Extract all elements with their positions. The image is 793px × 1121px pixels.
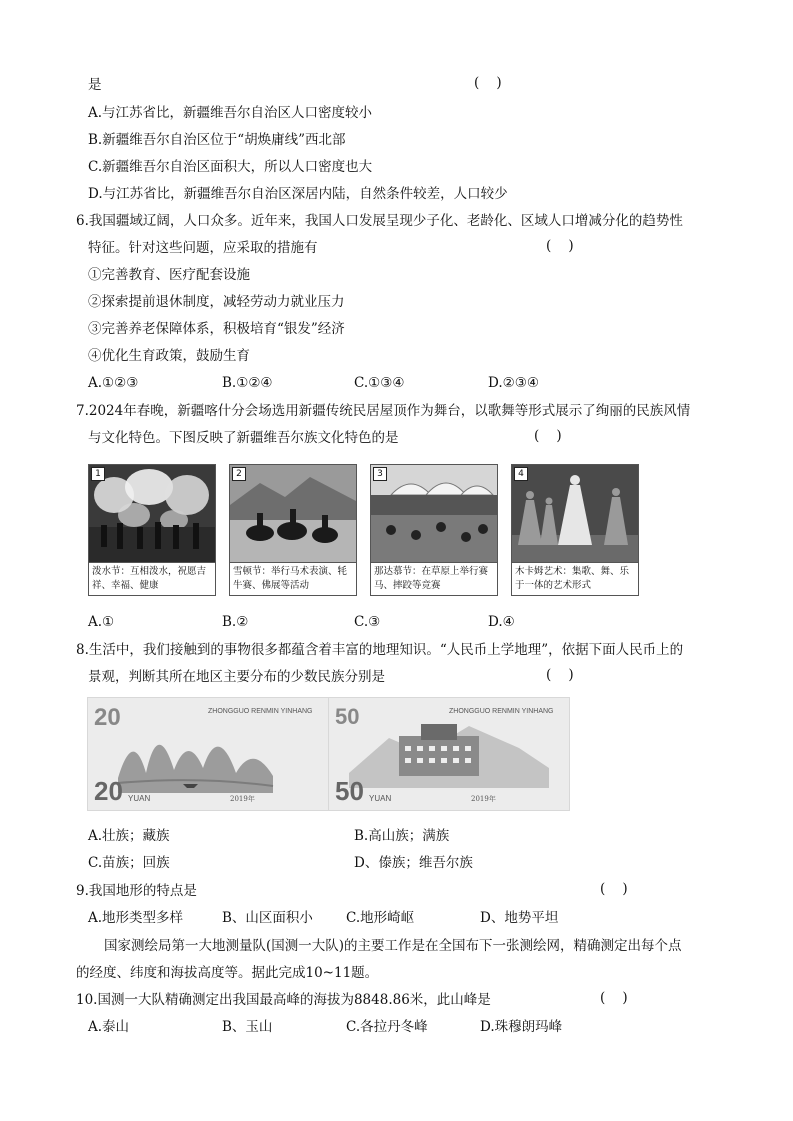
q9-option-b: B、山区面积小: [222, 910, 313, 926]
photo-caption-3: 那达慕节：在草原上举行赛马、摔跤等竞赛: [371, 562, 497, 595]
q10-option-d: D.珠穆朗玛峰: [480, 1019, 563, 1035]
q10-option-b: B、玉山: [222, 1019, 273, 1035]
q6-item-1: ①完善教育、医疗配套设施: [88, 267, 250, 283]
passage-line2: 的经度、纬度和海拔高度等。据此完成10~11题。: [76, 965, 379, 981]
photo-caption-4: 木卡姆艺术：集歌、舞、乐于一体的艺术形式: [512, 562, 638, 595]
note-50-year: 2019年: [471, 795, 496, 803]
q7-option-c: C.③: [354, 614, 381, 630]
note-20-year: 2019年: [230, 795, 255, 803]
photo-number-2: 2: [232, 467, 246, 481]
q8-stem-line1: 8.生活中，我们接触到的事物很多都蕴含着丰富的地理知识。“人民币上学地理”，依据下面人民币上的: [76, 642, 684, 658]
note-20-value-bottom: 20: [94, 776, 123, 806]
q8-option-a: A.壮族；藏族: [88, 828, 170, 844]
q10-answer-paren: ( ): [600, 990, 628, 1006]
q8-option-b: B.高山族；满族: [354, 828, 450, 844]
q6-option-d: D.②③④: [488, 375, 539, 391]
q6-option-a: A.①②③: [88, 375, 139, 391]
q8-option-d: D、傣族；维吾尔族: [354, 855, 473, 871]
q7-option-b: B.②: [222, 614, 249, 630]
photo-number-3: 3: [373, 467, 387, 481]
note-50-bank-title: ZHONGGUO RENMIN YINHANG: [449, 708, 554, 715]
q6-stem-line1: 6.我国疆域辽阔，人口众多。近年来，我国人口发展呈现少子化、老龄化、区域人口增减分化的趋势性: [76, 213, 683, 229]
photo-muqam-art: [511, 464, 639, 596]
photo-shoton-festival: [229, 464, 357, 596]
water-festival-image: [89, 465, 215, 562]
q6-answer-paren: ( ): [546, 238, 574, 254]
photo-water-festival: [88, 464, 216, 596]
q7-answer-paren: ( ): [534, 428, 562, 444]
photo-number-4: 4: [514, 467, 528, 481]
q10-stem: 10.国测一大队精确测定出我国最高峰的海拔为8848.86米，此山峰是: [76, 992, 491, 1008]
q8-stem-line2: 景观，判断其所在地区主要分布的少数民族分别是: [88, 669, 385, 685]
note-50-value-top: 50: [335, 704, 360, 729]
banknote-50-yuan: [329, 698, 569, 810]
q6-option-c: C.①③④: [354, 375, 405, 391]
q5-option-c: C.新疆维吾尔自治区面积大，所以人口密度也大: [88, 159, 373, 175]
photo-caption-1: 泼水节：互相泼水，祝愿吉祥、幸福、健康: [89, 562, 215, 595]
q9-option-c: C.地形崎岖: [346, 910, 415, 926]
q6-item-4: ④优化生育政策，鼓励生育: [88, 348, 250, 364]
q7-stem-line1: 7.2024年春晚，新疆喀什分会场选用新疆传统民居屋顶作为舞台，以歌舞等形式展示了绚丽的民族风情: [76, 403, 691, 419]
q5-option-d: D.与江苏省比，新疆维吾尔自治区深居内陆，自然条件较差，人口较少: [88, 186, 508, 202]
muqam-image: [512, 465, 638, 562]
q10-option-c: C.各拉丹冬峰: [346, 1019, 428, 1035]
photo-naadam-festival: [370, 464, 498, 596]
note-20-bank-title: ZHONGGUO RENMIN YINHANG: [208, 708, 313, 715]
photo-number-1: 1: [91, 467, 105, 481]
q5-continuation: 是: [88, 77, 102, 93]
q8-option-c: C.苗族；回族: [88, 855, 170, 871]
q7-option-d: D.④: [488, 614, 515, 630]
banknote-20-yuan: [88, 698, 328, 810]
q6-option-b: B.①②④: [222, 375, 273, 391]
q7-option-a: A.①: [88, 614, 115, 630]
q6-stem-line2: 特征。针对这些问题，应采取的措施有: [88, 240, 318, 256]
q7-stem-line2: 与文化特色。下图反映了新疆维吾尔族文化特色的是: [88, 430, 399, 446]
q6-item-3: ③完善养老保障体系，积极培育“银发”经济: [88, 321, 345, 337]
q5-option-a: A.与江苏省比，新疆维吾尔自治区人口密度较小: [88, 105, 373, 121]
q6-item-2: ②探索提前退休制度，减轻劳动力就业压力: [88, 294, 345, 310]
q10-option-a: A.泰山: [88, 1019, 130, 1035]
note-50-unit: YUAN: [369, 794, 392, 803]
passage-line1: 国家测绘局第一大地测量队(国测一大队)的主要工作是在全国布下一张测绘网，精确测定出每个点: [104, 938, 682, 954]
note-50-value-bottom: 50: [335, 776, 364, 806]
q9-answer-paren: ( ): [600, 881, 628, 897]
q9-option-a: A.地形类型多样: [88, 910, 184, 926]
note-20-value-top: 20: [94, 704, 121, 731]
q5-option-b: B.新疆维吾尔自治区位于“胡焕庸线”西北部: [88, 132, 346, 148]
q9-stem: 9.我国地形的特点是: [76, 883, 197, 899]
q5-answer-paren: ( ): [474, 75, 502, 91]
note-20-unit: YUAN: [128, 794, 151, 803]
photo-caption-2: 雪顿节：举行马术表演、牦牛赛、佛展等活动: [230, 562, 356, 595]
q9-option-d: D、地势平坦: [480, 910, 559, 926]
naadam-image: [371, 465, 497, 562]
yak-race-image: [230, 465, 356, 562]
q8-answer-paren: ( ): [546, 667, 574, 683]
